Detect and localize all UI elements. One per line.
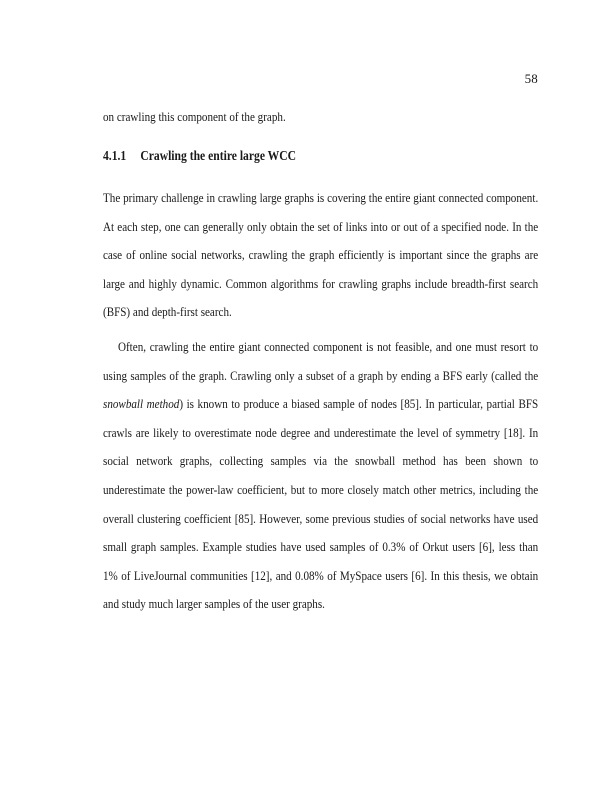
- paragraph-2-before-italic: Often, crawling the entire giant connected component is not feasible, and one must resort to using samples of the graph. Crawling only a subset of a graph by ending a BFS early (called the: [103, 340, 539, 383]
- intro-paragraph: on crawling this component of the graph.: [103, 110, 286, 124]
- text-column: [103, 0, 538, 792]
- section-number: 4.1.1: [103, 148, 127, 163]
- paragraph-2: [103, 333, 538, 619]
- section-title: Crawling the entire large WCC: [140, 148, 297, 163]
- page-number: 58: [524, 71, 538, 86]
- paragraph-1: The primary challenge in crawling large graphs is covering the entire giant connected component. At each step, one can generally only obtain the set of links into or out of a specified node. In the case of online social networks, crawling the graph efficiently is important since the graphs are large and highly dynamic. Common algorithms for crawling graphs include breadth-first search (BFS) and depth-first search.: [103, 191, 539, 320]
- paragraph-2-after-italic: ) is known to produce a biased sample of nodes [85]. In particular, partial BFS crawls are likely to overestimate node degree and underestimate the level of symmetry [18]. In social network graphs, collecting samples via the snowball method has been shown to underestimate the power-law coefficient, but to more closely match other metrics, including the overall clustering coefficient [85]. However, some previous studies of social networks have used small graph samples. Example studies have used samples of 0.3% of Orkut users [6], less than 1% of LiveJournal communities [12], and 0.08% of MySpace users [6]. In this thesis, we obtain and study much larger samples of the user graphs.: [103, 397, 539, 612]
- section-heading: [103, 146, 538, 166]
- italic-term-snowball-method: snowball method: [103, 397, 180, 412]
